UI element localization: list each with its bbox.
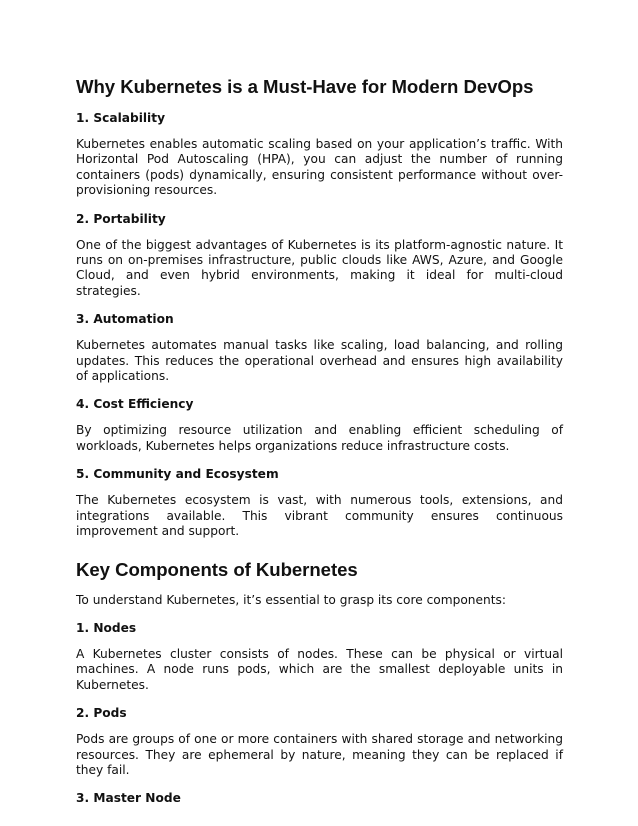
paragraph-nodes: A Kubernetes cluster consists of nodes. These can be physical or virtual machines. A node runs pods, which are the smallest deployable units in Kubernetes. [76,646,563,692]
paragraph-components-intro: To understand Kubernetes, it’s essential to grasp its core components: [76,592,506,607]
section-title-why-kubernetes: Why Kubernetes is a Must-Have for Modern DevOps [76,76,534,97]
subheading-scalability: 1. Scalability [76,111,166,125]
paragraph-scalability: Kubernetes enables automatic scaling based on your application’s traffic. With Horizontal Pod Autoscaling (HPA), you can adjust the number of running containers (pods) dynamically, ensuring consistent performance without over-provisioning resources. [76,137,563,198]
paragraph-pods: Pods are groups of one or more containers with shared storage and networking resources. They are ephemeral by nature, meaning they can be replaced if they fail. [76,732,563,777]
subheading-nodes: 1. Nodes [76,620,137,635]
subheading-cost-efficiency: 4. Cost Efficiency [76,397,194,412]
subheading-master-node: 3. Master Node [76,791,181,806]
paragraph-portability: One of the biggest advantages of Kubernetes is its platform-agnostic nature. It runs on on-premises infrastructure, public clouds like AWS, Azure, and Google Cloud, and even hybrid environments, making it ideal for multi-cloud strategies. [76,237,563,298]
paragraph-automation: Kubernetes automates manual tasks like scaling, load balancing, and rolling updates. This reduces the operational overhead and ensures high availability of applications. [76,338,563,384]
subheading-automation: 3. Automation [76,312,174,327]
document-page [76,62,563,817]
subheading-pods: 2. Pods [76,706,127,721]
paragraph-cost-efficiency: By optimizing resource utilization and enabling efficient scheduling of workloads, Kubernetes helps organizations reduce infrastructure costs. [76,423,563,453]
paragraph-community-ecosystem: The Kubernetes ecosystem is vast, with numerous tools, extensions, and integrations available. This vibrant community ensures continuous improvement and support. [76,493,563,539]
section-title-key-components: Key Components of Kubernetes [76,558,358,580]
subheading-community-ecosystem: 5. Community and Ecosystem [76,467,279,482]
subheading-portability: 2. Portability [76,211,166,226]
